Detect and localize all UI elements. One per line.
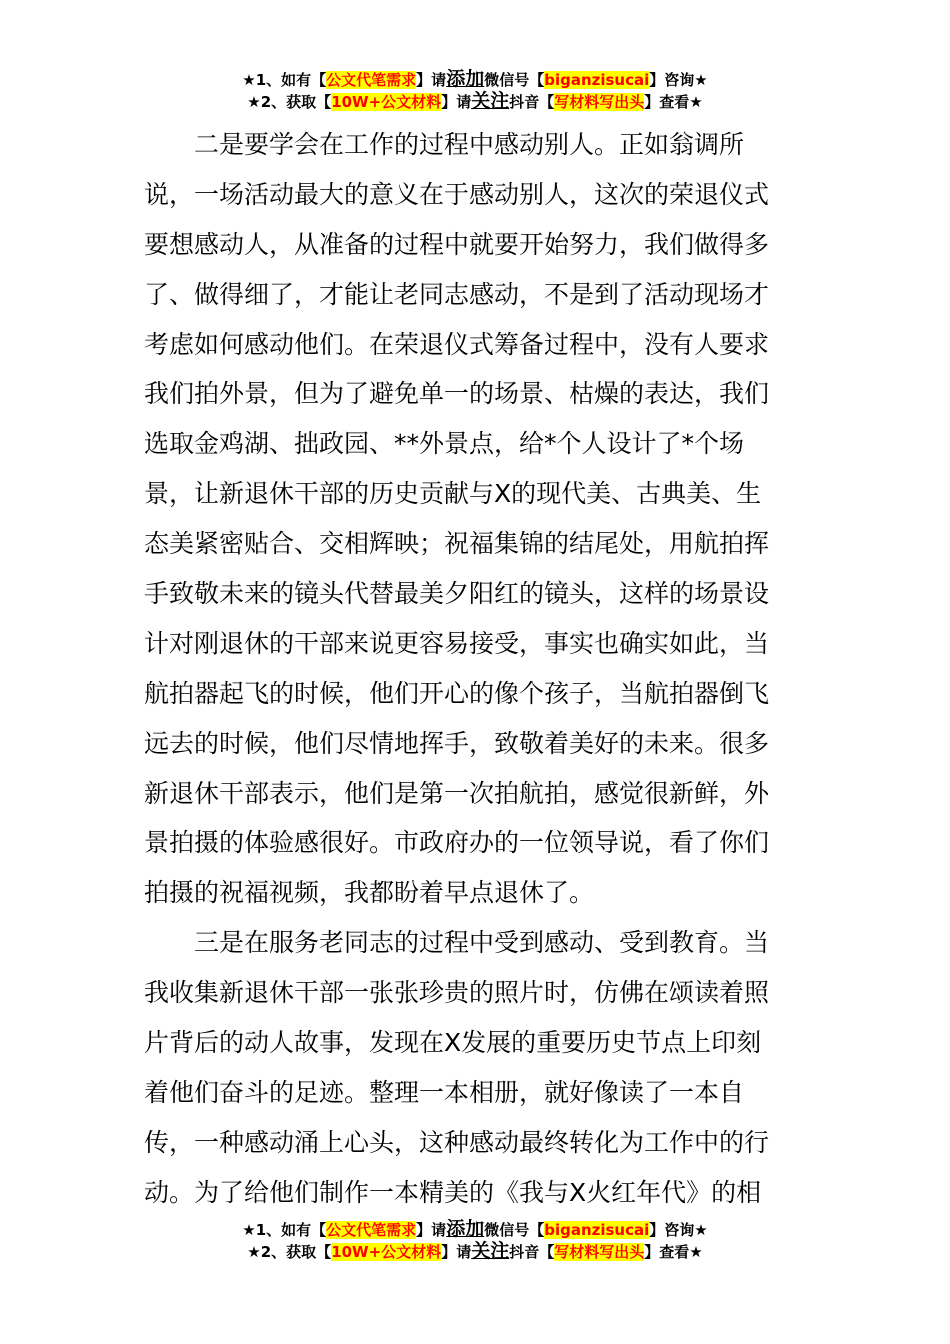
- banner-text: 】咨询★: [649, 1221, 708, 1239]
- text-line: 态美紧密贴合、交相辉映；祝福集锦的结尾处，用航拍挥: [144, 529, 770, 559]
- banner-text: 微信号【: [484, 1221, 545, 1239]
- text-line: 三是在服务老同志的过程中受到感动、受到教育。当: [194, 928, 770, 958]
- text-line: 航拍器起飞的时候，他们开心的像个孩子，当航拍器倒飞: [144, 678, 770, 708]
- highlight-text: 公文代笔需求: [326, 1221, 417, 1239]
- text-line: 计对刚退休的干部来说更容易接受，事实也确实如此，当: [144, 628, 770, 658]
- header-banner: [0, 68, 950, 112]
- text-line: 远去的时候，他们尽情地挥手，致敬着美好的未来。很多: [144, 728, 770, 758]
- banner-text: 】请: [441, 93, 472, 111]
- banner-text: 】查看★: [644, 1243, 703, 1261]
- underlined-text: 关注: [471, 90, 510, 112]
- underlined-text: 添加: [446, 68, 485, 90]
- douyin-id: 写材料写出头: [554, 93, 645, 111]
- text-line: 我们拍外景，但为了避免单一的场景、枯燥的表达，我们: [144, 379, 770, 409]
- text-line: 拍摄的祝福视频，我都盼着早点退休了。: [144, 878, 595, 908]
- banner-line-2: [0, 90, 950, 112]
- highlight-text: 10W+公文材料: [331, 93, 442, 111]
- text-line: 选取金鸡湖、拙政园、**外景点，给*个人设计了*个场: [144, 429, 745, 459]
- banner-text: 】请: [441, 1243, 472, 1261]
- text-line: 了、做得细了，才能让老同志感动，不是到了活动现场才: [144, 279, 770, 309]
- banner-text: 】请: [416, 71, 447, 89]
- banner-text: 】查看★: [644, 93, 703, 111]
- text-line: 景拍摄的体验感很好。市政府办的一位领导说，看了你们: [144, 828, 770, 858]
- text-line: 着他们奋斗的足迹。整理一本相册，就好像读了一本自: [144, 1077, 745, 1107]
- text-line: 考虑如何感动他们。在荣退仪式筹备过程中，没有人要求: [144, 329, 770, 359]
- wechat-id: biganzisucai: [544, 1221, 650, 1239]
- text-line: 新退休干部表示，他们是第一次拍航拍，感觉很新鲜，外: [144, 778, 770, 808]
- highlight-text: 公文代笔需求: [326, 71, 417, 89]
- document-body: [144, 120, 812, 1218]
- text-line: 景，让新退休干部的历史贡献与X的现代美、古典美、生: [144, 479, 762, 509]
- wechat-id: biganzisucai: [544, 71, 650, 89]
- banner-line-2: [0, 1240, 950, 1262]
- underlined-text: 关注: [471, 1240, 510, 1262]
- douyin-id: 写材料写出头: [554, 1243, 645, 1261]
- paragraph: [144, 120, 812, 918]
- text-line: 要想感动人，从准备的过程中就要开始努力，我们做得多: [144, 229, 770, 259]
- text-line: 动。为了给他们制作一本精美的《我与X火红年代》的相: [144, 1177, 762, 1207]
- banner-line-1: [0, 68, 950, 90]
- banner-text: 抖音【: [509, 93, 555, 111]
- text-line: 二是要学会在工作的过程中感动别人。正如翁调所: [194, 130, 745, 159]
- highlight-text: 10W+公文材料: [331, 1243, 442, 1261]
- text-line: 说，一场活动最大的意义在于感动别人，这次的荣退仪式: [144, 179, 770, 209]
- banner-text: ★2、获取【: [247, 93, 332, 111]
- banner-text: 】咨询★: [649, 71, 708, 89]
- banner-text: 微信号【: [484, 71, 545, 89]
- text-line: 片背后的动人故事，发现在X发展的重要历史节点上印刻: [144, 1028, 762, 1058]
- banner-line-1: [0, 1218, 950, 1240]
- text-line: 传，一种感动涌上心头，这种感动最终转化为工作中的行: [144, 1127, 770, 1157]
- banner-text: ★1、如有【: [242, 1221, 327, 1239]
- underlined-text: 添加: [446, 1218, 485, 1240]
- footer-banner: [0, 1218, 950, 1262]
- banner-text: 抖音【: [509, 1243, 555, 1261]
- paragraph: [144, 918, 812, 1217]
- banner-text: 】请: [416, 1221, 447, 1239]
- banner-text: ★2、获取【: [247, 1243, 332, 1261]
- text-line: 手致敬未来的镜头代替最美夕阳红的镜头，这样的场景设: [144, 579, 770, 609]
- text-line: 我收集新退休干部一张张珍贵的照片时，仿佛在颂读着照: [144, 978, 770, 1008]
- banner-text: ★1、如有【: [242, 71, 327, 89]
